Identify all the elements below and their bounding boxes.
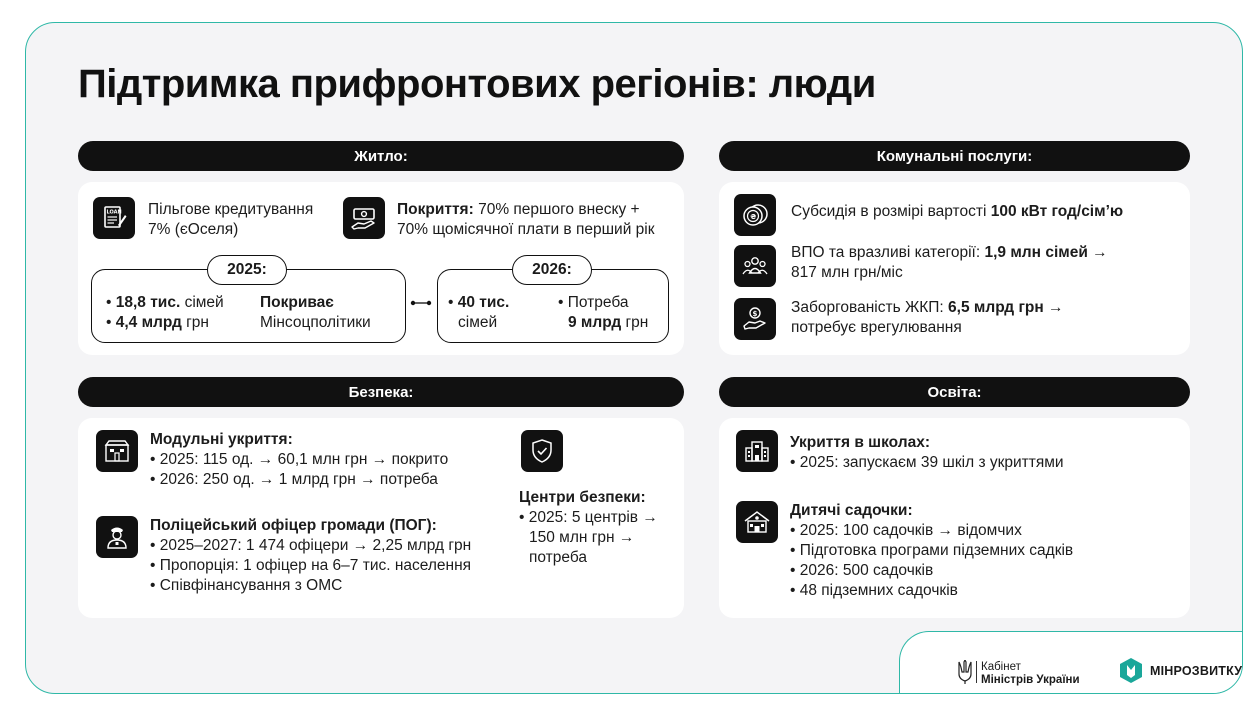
year-2026-label: 2026: — [512, 255, 592, 285]
people-group-icon — [734, 245, 776, 287]
trident-icon — [957, 660, 973, 684]
kindergarten-icon — [736, 501, 778, 543]
education-header: Освіта: — [719, 377, 1190, 407]
svg-text:$: $ — [752, 309, 758, 318]
shield-check-icon — [521, 430, 563, 472]
modular-shelter-icon — [96, 430, 138, 472]
police-officer-icon — [96, 516, 138, 558]
loan-document-icon — [93, 197, 135, 239]
kindergartens-block: Дитячі садочки: • 2025: 100 садочків → відомчих • Підготовка програми підземних садків • 2026: 500 садочків • 48 підземних садочків — [790, 502, 1074, 599]
ministry-hexagon-icon — [1119, 657, 1143, 684]
shelters-block: Модульні укриття: • 2025: 115 од. → 60,1 млн грн → покрито • 2026: 250 од. → 1 млрд грн → потреба — [150, 431, 449, 488]
utilities-subsidy-text: Субсидія в розмірі вартості 100 кВт год/сім’ю — [791, 203, 1124, 220]
connector-icon — [410, 299, 432, 307]
utilities-card — [719, 182, 1190, 355]
utilities-header: Комунальні послуги: — [719, 141, 1190, 171]
ministry-logo-text: МІНРОЗВИТКУ — [1150, 664, 1243, 678]
svg-text:LOAN: LOAN — [106, 209, 122, 216]
housing-header: Житло: — [78, 141, 684, 171]
school-building-icon — [736, 430, 778, 472]
year-2025-values: • 18,8 тис. сімей • 4,4 млрд грн — [106, 294, 224, 331]
security-card — [78, 418, 684, 618]
svg-text:₴: ₴ — [750, 213, 757, 221]
year-2025-label: 2025: — [207, 255, 287, 285]
security-header: Безпека: — [78, 377, 684, 407]
housing-coverage-text: Покриття: 70% першого внеску + 70% щомісячної плати в перший рік — [397, 201, 655, 238]
money-hand-icon — [343, 197, 385, 239]
schools-block: Укриття в школах: • 2025: запускаєм 39 шкіл з укриттями — [790, 434, 1064, 471]
security-centers-block: Центри безпеки: • 2025: 5 центрів → 150 млн грн → потреба — [519, 489, 658, 566]
year-2026-families: • 40 тис. сімей — [448, 294, 510, 331]
coins-icon — [734, 194, 776, 236]
utilities-idp-text: ВПО та вразливі категорії: 1,9 млн сімей → 817 млн грн/міс — [791, 244, 1108, 281]
housing-card — [78, 182, 684, 355]
year-2026-need: • Потреба 9 млрд грн — [558, 294, 649, 331]
officer-block: Поліцейський офіцер громади (ПОГ): • 2025–2027: 1 474 офіцери → 2,25 млрд грн • Пропорція: 1 офіцер на 6–7 тис. населення • Співфінансування з ОМС — [150, 517, 472, 594]
footer-divider — [976, 661, 977, 683]
page-title: Підтримка прифронтових регіонів: люди — [78, 62, 876, 106]
year-2025-covers: Покриває Мінсоцполітики — [260, 294, 371, 331]
education-card — [719, 418, 1190, 618]
debt-hand-icon — [734, 298, 776, 340]
housing-loan-text: Пільгове кредитування 7% (єОселя) — [148, 201, 314, 238]
cabinet-logo-text: Кабінет Міністрів України — [981, 661, 1080, 686]
utilities-debt-text: Заборгованість ЖКП: 6,5 млрд грн → потребує врегулювання — [791, 299, 1064, 336]
